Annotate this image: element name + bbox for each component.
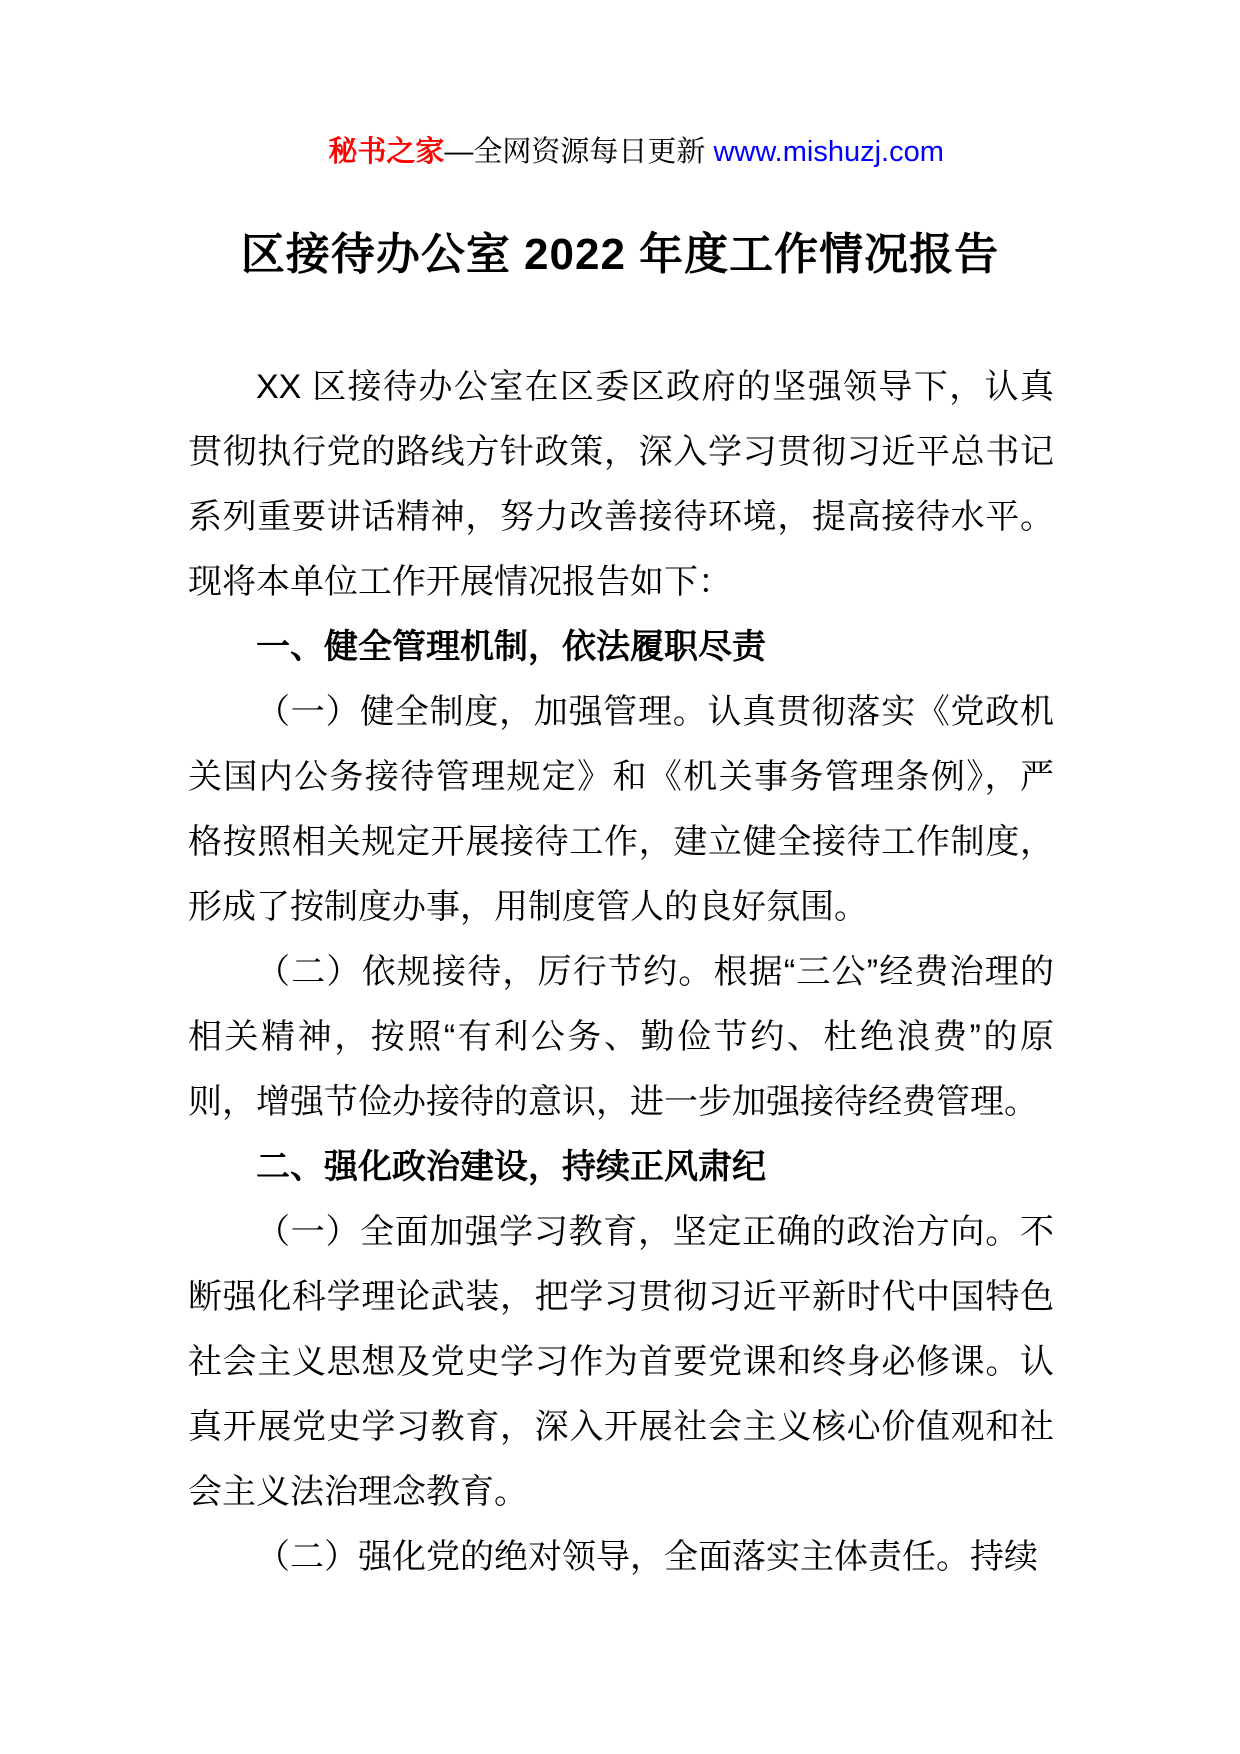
site-url-link[interactable]: www.mishuzj.com (713, 136, 944, 168)
paragraph: （二）强化党的绝对领导，全面落实主体责任。持续 (256, 1538, 1038, 1576)
section-heading: 二、强化政治建设，持续正风肃纪 (256, 1148, 766, 1186)
paragraph: （一）健全制度，加强管理。认真贯彻落实《党政机关国内公务接待管理规定》和《机关事务管理条例》，严格按照相关规定开展接待工作，建立健全接待工作制度，形成了按制度办事，用制度管人的良好氛围。 (188, 693, 1054, 926)
document-body (188, 355, 1054, 1590)
site-tagline: —全网资源每日更新 (444, 136, 714, 168)
document-title: 区接待办公室 2022 年度工作情况报告 (240, 230, 1000, 279)
site-brand: 秘书之家 (328, 136, 445, 168)
site-watermark-header (0, 0, 1240, 200)
section-heading: 一、健全管理机制，依法履职尽责 (256, 628, 766, 666)
paragraph: （一）全面加强学习教育，坚定正确的政治方向。不断强化科学理论武装，把学习贯彻习近平新时代中国特色社会主义思想及党史学习作为首要党课和终身必修课。认真开展党史学习教育，深入开展社会主义核心价值观和社会主义法治理念教育。 (188, 1213, 1054, 1511)
paragraph: XX 区接待办公室在区委区政府的坚强领导下，认真贯彻执行党的路线方针政策，深入学习贯彻习近平总书记系列重要讲话精神，努力改善接待环境，提高接待水平。现将本单位工作开展情况报告如下： (188, 368, 1054, 601)
paragraph: （二）依规接待，厉行节约。根据“三公”经费治理的相关精神，按照“有利公务、勤俭节约、杜绝浪费”的原则，增强节俭办接待的意识，进一步加强接待经费管理。 (188, 953, 1054, 1121)
